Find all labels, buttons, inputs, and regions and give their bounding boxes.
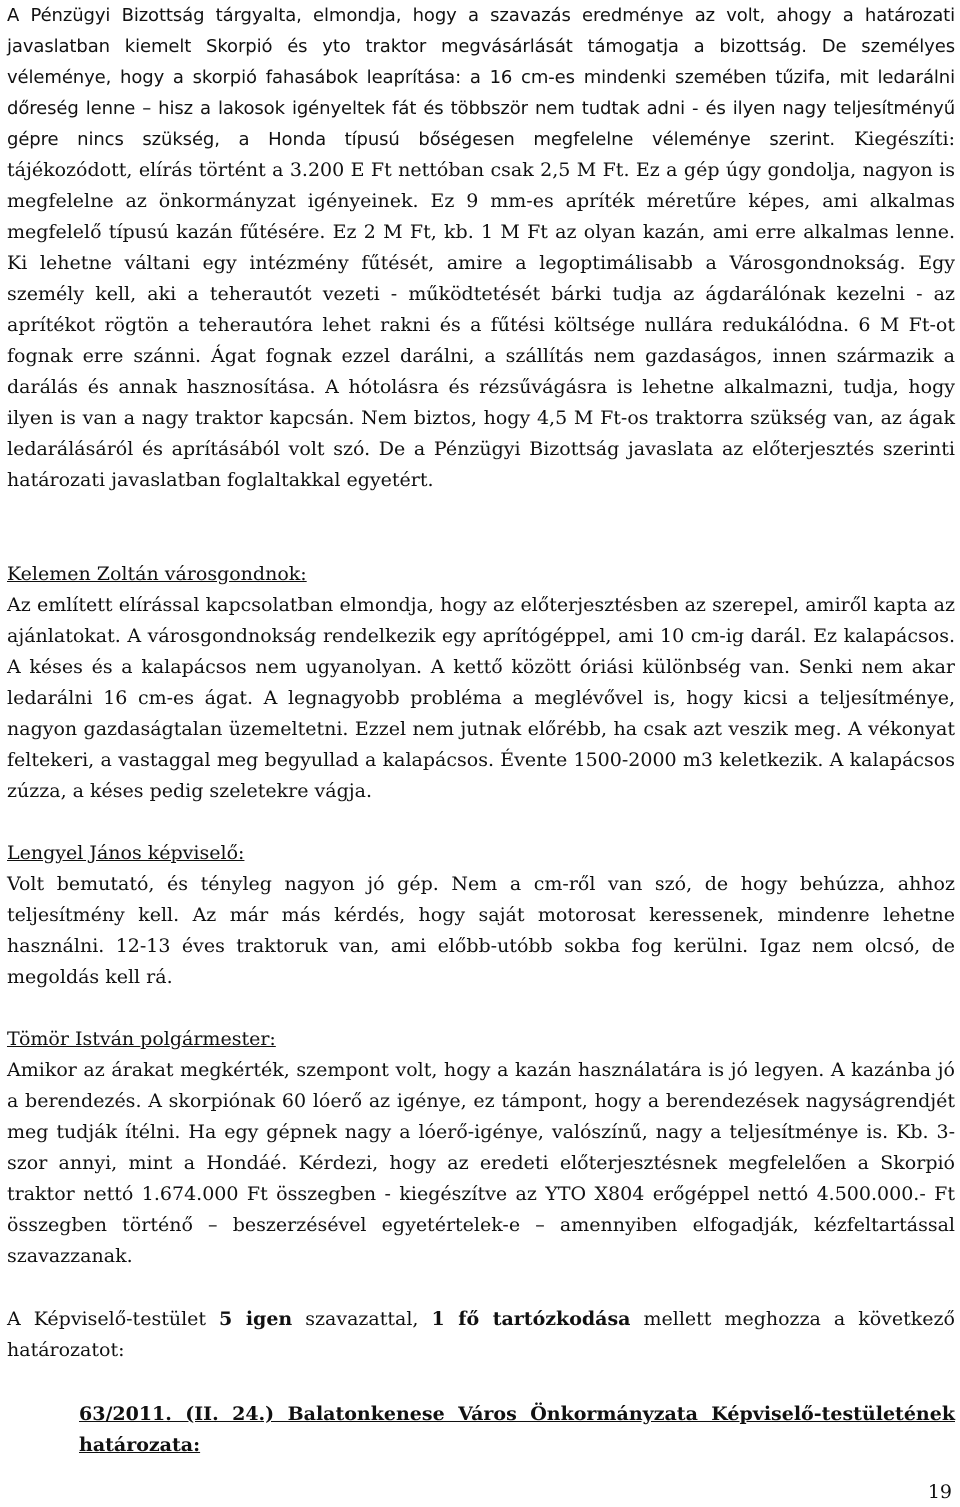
vote-abstain-count: 1 fő tartózkodása [431,1308,631,1330]
tomor-paragraph: Amikor az árakat megkérték, szempont volt, hogy a kazán használatára is jó legyen. A kazánba jó a berendezés. A skorpiónak 60 lóerő az igénye, ez támpont, hogy a berendezések nagyságrendjét meg tudják ítélni. Ha egy gépnek nagy a lóerő-igénye, valószínű, nagy a teljesítménye is. Kb. 3-szor annyi, mint a Hondáé. Kérdezi, hogy az eredeti előterjesztésnek megfelelően a Skorpió traktor nettó 1.674.000 Ft összegben - kiegészítve az YTO X804 erőgéppel nettó 4.500.000.- Ft összegben történő – beszerzésével egyetértelek-e – amennyiben elfogadják, kézfeltartással szavazzanak. [7,1059,955,1267]
intro-text-sans: A Pénzügyi Bizottság tárgyalta, elmondja, hogy a szavazás eredménye az volt, ahogy a határozati javaslatban kiemelt Skorpió és yto traktor megvásárlását támogatja a bizottság. De személyes véleménye, hogy a skorpió fahasábok leaprítása: a 16 cm-es mindenki szemében tűzifa, mit ledarálni dőreség lenne – hisz a lakosok igényeltek fát és többször nem tudtak adni - és ilyen nagy teljesítményű gépre nincs szükség, a Honda típusú bőségesen megfelelne véleménye szerint. [7,5,955,150]
resolution-heading: 63/2011. (II. 24.) Balatonkenese Város Önkormányzata Képviselő-testületének határozata: [79,1403,955,1456]
speaker-lengyel: Lengyel János képviselő: [7,842,245,864]
vote-suffix: mellett meghozza a következő határozatot: [7,1308,955,1361]
intro-paragraph [7,0,955,496]
intro-text-serif: Kiegészíti: tájékozódott, elírás történt a 3.200 E Ft nettóban csak 2,5 M Ft. Ez a gép úgy gondolja, nagyon is megfelelne az önkormányzat igényeinek. Ez 9 mm-es apríték méretűre képes, ami alkalmas megfelelő típusú kazán fűtésére. Ez 2 M Ft, kb. 1 M Ft az olyan kazán, ami erre alkalmas lenne. Ki lehetne váltani egy intézmény fűtését, amire a legoptimálisabb a Városgondnokság. Egy személy kell, aki a teherautót vezeti - működtetését bárki tudja az ágdarálónak kezelni - az aprítékot rögtön a teherautóra lehet rakni és a fűtési költsége nullára redukálódna. 6 M Ft-ot fognak erre szánni. Ágat fognak ezzel darálni, a szállítás nem gazdaságos, innen származik a darálás és annak hasznosítása. A hótolásra és rézsűvágásra is lehetne alkalmazni, tudja, hogy ilyen is van a nagy traktor kapcsán. Nem biztos, hogy 4,5 M Ft-os traktorra szükség van, az ágak ledarálásáról és aprításából volt szó. De a Pénzügyi Bizottság javaslata az előterjesztés szerinti határozati javaslatban foglaltakkal egyetért. [7,128,955,491]
speaker-kelemen: Kelemen Zoltán városgondnok: [7,563,307,585]
vote-prefix: A Képviselő-testület [7,1308,220,1330]
page-number: 19 [927,1481,952,1503]
kelemen-paragraph: Az említett elírással kapcsolatban elmondja, hogy az előterjesztésben az szerepel, amiről kapta az ajánlatokat. A városgondnokság rendelkezik egy aprítógéppel, ami 10 cm-ig darál. Ez kalapácsos. A késes és a kalapácsos nem ugyanolyan. A kettő között óriási különbség van. Senki nem akar ledarálni 16 cm-es ágat. A legnagyobb probléma a meglévővel is, hogy kicsi a teljesítménye, nagyon gazdaságtalan üzemeltetni. Ezzel nem jutnak előrébb, ha csak azt veszik meg. A vékonyat feltekeri, a vastaggal meg begyullad a kalapácsos. Évente 1500-2000 m3 keletkezik. A kalapácsos zúzza, a késes pedig szeletekre vágja. [7,594,955,802]
vote-middle: szavazattal, [292,1308,432,1330]
speaker-tomor: Tömör István polgármester: [7,1028,276,1050]
vote-paragraph [7,1304,955,1366]
vote-yes-count: 5 igen [219,1308,293,1330]
lengyel-paragraph: Volt bemutató, és tényleg nagyon jó gép. Nem a cm-ről van szó, de hogy behúzza, ahhoz teljesítmény kell. Az már más kérdés, hogy saját motorosat keressenek, mindenre lehetne használni. 12-13 éves traktoruk van, ami előbb-utóbb sokba fog kerülni. Igaz nem olcsó, de megoldás kell rá. [7,873,955,988]
